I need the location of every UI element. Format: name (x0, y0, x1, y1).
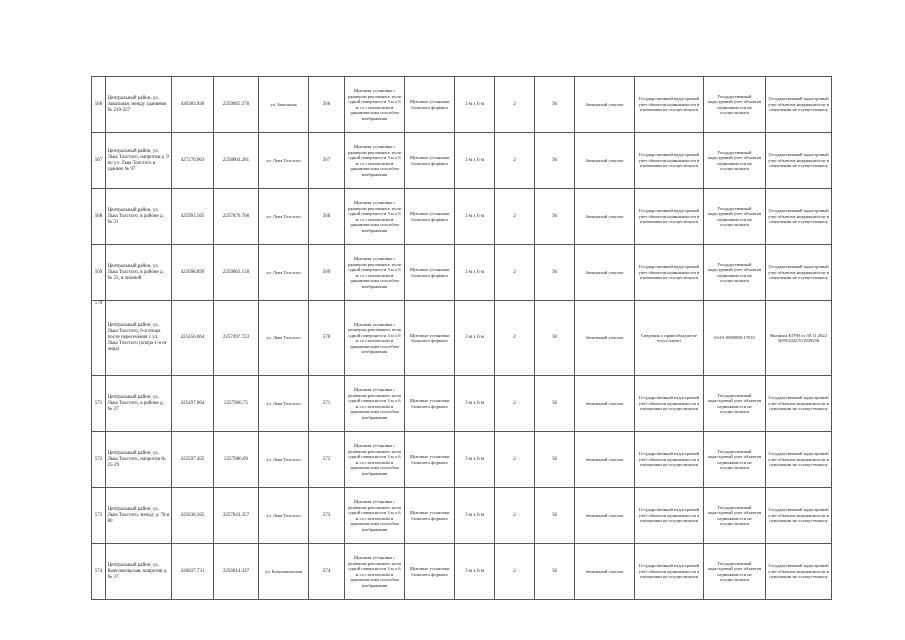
cadastral-info-cell-3: Государственный кадастровый учет объектов недвижимости в отношении не осуществлялся (766, 544, 832, 600)
type-cell: Щитовые установки большого формата (405, 488, 455, 544)
area-cell: 36 (535, 488, 575, 544)
cadastral-info-cell-3: Государственный кадастровый учет объектов недвижимости в отношении не осуществлялся (766, 376, 832, 432)
coord-x-cell: 425497.064 (172, 376, 214, 432)
address-cell: Центральный район, ул. Завальная, между зданиями № 219-227 (106, 77, 172, 133)
size-cell: 3 м x 6 м (455, 544, 495, 600)
size-cell: 3 м x 6 м (455, 189, 495, 245)
type-cell: Щитовые установки большого формата (405, 432, 455, 488)
table-row (92, 376, 832, 432)
area-cell: 36 (535, 376, 575, 432)
row-number: 566 (92, 77, 106, 133)
description-cell: Щитовая установка с размером рекламного поля одной поверхности 3 м x 6 м со статическим и динамическим способом изображения (345, 301, 405, 376)
code-cell: 573 (309, 488, 345, 544)
coord-y-cell: 2257980.09 (214, 432, 259, 488)
land-cell: Земельный участок (575, 133, 635, 189)
sides-cell: 2 (495, 189, 535, 245)
size-cell: 3 м x 6 м (455, 77, 495, 133)
row-number: 568 (92, 189, 106, 245)
street-cell: ул. Льва Толстого (259, 301, 309, 376)
type-cell: Щитовые установки большого формата (405, 133, 455, 189)
coord-x-cell: 425698.899 (172, 245, 214, 301)
coord-y-cell: 2259965.376 (214, 77, 259, 133)
area-cell: 36 (535, 301, 575, 376)
street-cell: ул. Комсомольская (259, 544, 309, 600)
sides-cell: 2 (495, 301, 535, 376)
size-cell: 3 м x 6 м (455, 301, 495, 376)
sides-cell: 2 (495, 376, 535, 432)
sides-cell: 2 (495, 544, 535, 600)
row-number: 573 (92, 488, 106, 544)
cadastral-info-cell-1: Государственный кадастровый учет объектов недвижимости в отношении не осуществлялся (635, 133, 704, 189)
land-cell: Земельный участок (575, 376, 635, 432)
code-cell: 574 (309, 544, 345, 600)
land-cell: Земельный участок (575, 432, 635, 488)
coord-y-cell: 2257876.706 (214, 189, 259, 245)
code-cell: 569 (309, 245, 345, 301)
code-cell: 570 (309, 301, 345, 376)
land-cell: Земельный участок (575, 245, 635, 301)
cadastral-info-cell-1: Государственный кадастровый учет объектов недвижимости в отношении не осуществлялся (635, 544, 704, 600)
area-cell: 36 (535, 245, 575, 301)
land-cell: Земельный участок (575, 189, 635, 245)
coord-y-cell: 2259063.158 (214, 245, 259, 301)
cadastral-info-cell-1: Государственный кадастровый учет объектов недвижимости в отношении не осуществлялся (635, 77, 704, 133)
cadastral-info-cell-1: Государственный кадастровый учет объектов недвижимости в отношении не осуществлялся (635, 245, 704, 301)
coord-x-cell: 430383.936 (172, 77, 214, 133)
table-row (92, 133, 832, 189)
register-table (91, 76, 832, 600)
street-cell: ул. Льва Толстого (259, 189, 309, 245)
cadastral-info-cell-2: Государственный кадастровый учет объектов недвижимости не осуществлялся (704, 488, 766, 544)
cadastral-info-cell-2: Государственный кадастровый учет объектов недвижимости не осуществлялся (704, 133, 766, 189)
cadastral-info-cell-2: 63:01:0000000:17016 (704, 301, 766, 376)
coord-x-cell: 427276.963 (172, 133, 214, 189)
cadastral-info-cell-3: Государственный кадастровый учет объектов недвижимости в отношении не осуществлялся (766, 488, 832, 544)
coord-y-cell: 2257843.357 (214, 488, 259, 544)
coord-y-cell: 2257900.75 (214, 376, 259, 432)
address-cell: Центральный район, ул. Льва Толстого, напротив д. 9 по ул. Льва Толстого и зданию № 97 (106, 133, 172, 189)
cadastral-info-cell-3: Выписка ЕГРН от 30.11.2022 №99/2022/511049258 (766, 301, 832, 376)
row-number: 570 (92, 301, 106, 376)
area-cell: 36 (535, 544, 575, 600)
cadastral-info-cell-1: Государственный кадастровый учет объектов недвижимости в отношении не осуществлялся (635, 488, 704, 544)
coord-x-cell: 426037.731 (172, 544, 214, 600)
cadastral-info-cell-1: Сведения о правообладателе отсутствуют (635, 301, 704, 376)
coord-y-cell: 2256014.437 (214, 544, 259, 600)
cadastral-info-cell-2: Государственный кадастровый учет объектов недвижимости не осуществлялся (704, 544, 766, 600)
street-cell: ул. Льва Толстого (259, 133, 309, 189)
table-row (92, 77, 832, 133)
table-row (92, 544, 832, 600)
cadastral-info-cell-3: Государственный кадастровый учет объектов недвижимости в отношении не осуществлялся (766, 133, 832, 189)
table-row (92, 432, 832, 488)
description-cell: Щитовая установка с размером рекламного поля одной поверхности 3 м x 6 м со статическим и динамическим способом изображения (345, 77, 405, 133)
code-cell: 566 (309, 77, 345, 133)
area-cell: 36 (535, 189, 575, 245)
row-number: 572 (92, 432, 106, 488)
row-number: 567 (92, 133, 106, 189)
type-cell: Щитовые установки большого формата (405, 189, 455, 245)
type-cell: Щитовые установки большого формата (405, 544, 455, 600)
size-cell: 3 м x 6 м (455, 133, 495, 189)
description-cell: Щитовая установка с размером рекламного поля одной поверхности 3 м x 6 м со статическим и динамическим способом изображения (345, 189, 405, 245)
sides-cell: 2 (495, 245, 535, 301)
address-cell: Центральный район, ул. Льва Толстого, в районе д. № 21 (106, 189, 172, 245)
coord-y-cell: 2257497.723 (214, 301, 259, 376)
land-cell: Земельный участок (575, 488, 635, 544)
cadastral-info-cell-2: Государственный кадастровый учет объектов недвижимости не осуществлялся (704, 77, 766, 133)
area-cell: 36 (535, 432, 575, 488)
coord-x-cell: 425456.064 (172, 301, 214, 376)
type-cell: Щитовые установки большого формата (405, 77, 455, 133)
address-cell: Центральный район, ул. Льва Толстого, в районе д. № 27 (106, 376, 172, 432)
cadastral-info-cell-3: Государственный кадастровый учет объектов недвижимости в отношении не осуществлялся (766, 189, 832, 245)
size-cell: 3 м x 6 м (455, 245, 495, 301)
street-cell: ул. Льва Толстого (259, 245, 309, 301)
description-cell: Щитовая установка с размером рекламного поля одной поверхности 3 м x 6 м со статическим и динамическим способом изображения (345, 245, 405, 301)
description-cell: Щитовая установка с размером рекламного поля одной поверхности 3 м x 6 м со статическим и динамическим способом изображения (345, 133, 405, 189)
description-cell: Щитовая установка с размером рекламного поля одной поверхности 3 м x 6 м со статическим и динамическим способом изображения (345, 544, 405, 600)
land-cell: Земельный участок (575, 544, 635, 600)
type-cell: Щитовые установки большого формата (405, 301, 455, 376)
cadastral-info-cell-2: Государственный кадастровый учет объектов недвижимости не осуществлялся (704, 189, 766, 245)
code-cell: 571 (309, 376, 345, 432)
size-cell: 3 м x 6 м (455, 432, 495, 488)
cadastral-info-cell-1: Государственный кадастровый учет объектов недвижимости в отношении не осуществлялся (635, 376, 704, 432)
address-cell: Центральный район, ул. Льва Толстого, напротив № 25-29 (106, 432, 172, 488)
address-cell: Центральный район, ул. Комсомольская, напротив д. № 37 (106, 544, 172, 600)
cadastral-info-cell-1: Государственный кадастровый учет объектов недвижимости в отношении не осуществлялся (635, 432, 704, 488)
size-cell: 3 м x 6 м (455, 488, 495, 544)
row-number: 571 (92, 376, 106, 432)
address-cell: Центральный район, ул. Льва Толстого, между д. 78 и 80 (106, 488, 172, 544)
code-cell: 572 (309, 432, 345, 488)
sides-cell: 2 (495, 77, 535, 133)
table-body (92, 77, 832, 600)
address-cell: Центральный район, ул. Льва Толстого, 6-я опора после пересечения с ул. Льва Толстого (опора 1-я от лица) (106, 301, 172, 376)
coord-x-cell: 425597.205 (172, 432, 214, 488)
coord-x-cell: 425993.565 (172, 189, 214, 245)
cadastral-info-cell-2: Государственный кадастровый учет объектов недвижимости не осуществлялся (704, 432, 766, 488)
cadastral-info-cell-1: Государственный кадастровый учет объектов недвижимости в отношении не осуществлялся (635, 189, 704, 245)
cadastral-info-cell-3: Государственный кадастровый учет объектов недвижимости в отношении не осуществлялся (766, 77, 832, 133)
description-cell: Щитовая установка с размером рекламного поля одной поверхности 3 м x 6 м со статическим и динамическим способом изображения (345, 376, 405, 432)
sides-cell: 2 (495, 133, 535, 189)
table-row (92, 301, 832, 376)
sides-cell: 2 (495, 488, 535, 544)
cadastral-info-cell-3: Государственный кадастровый учет объектов недвижимости в отношении не осуществлялся (766, 432, 832, 488)
area-cell: 36 (535, 133, 575, 189)
table-row (92, 245, 832, 301)
street-cell: ул. Льва Толстого (259, 376, 309, 432)
street-cell: ул. Завальная (259, 77, 309, 133)
sides-cell: 2 (495, 432, 535, 488)
size-cell: 3 м x 6 м (455, 376, 495, 432)
cadastral-info-cell-3: Государственный кадастровый учет объектов недвижимости в отношении не осуществлялся (766, 245, 832, 301)
land-cell: Земельный участок (575, 77, 635, 133)
address-cell: Центральный район, ул. Льва Толстого, в районе д. № 23, в зеленой (106, 245, 172, 301)
area-cell: 36 (535, 77, 575, 133)
type-cell: Щитовые установки большого формата (405, 245, 455, 301)
code-cell: 568 (309, 189, 345, 245)
coord-y-cell: 2258001.281 (214, 133, 259, 189)
table-row (92, 189, 832, 245)
street-cell: ул. Льва Толстого (259, 488, 309, 544)
description-cell: Щитовая установка с размером рекламного поля одной поверхности 3 м x 6 м со статическим и динамическим способом изображения (345, 488, 405, 544)
description-cell: Щитовая установка с размером рекламного поля одной поверхности 3 м x 6 м со статическим и динамическим способом изображения (345, 432, 405, 488)
cadastral-info-cell-2: Государственный кадастровый учет объектов недвижимости не осуществлялся (704, 245, 766, 301)
code-cell: 567 (309, 133, 345, 189)
land-cell: Земельный участок (575, 301, 635, 376)
table-row (92, 488, 832, 544)
row-number: 569 (92, 245, 106, 301)
coord-x-cell: 425638.265 (172, 488, 214, 544)
type-cell: Щитовые установки большого формата (405, 376, 455, 432)
street-cell: ул. Льва Толстого (259, 432, 309, 488)
cadastral-info-cell-2: Государственный кадастровый учет объектов недвижимости не осуществлялся (704, 376, 766, 432)
row-number: 574 (92, 544, 106, 600)
